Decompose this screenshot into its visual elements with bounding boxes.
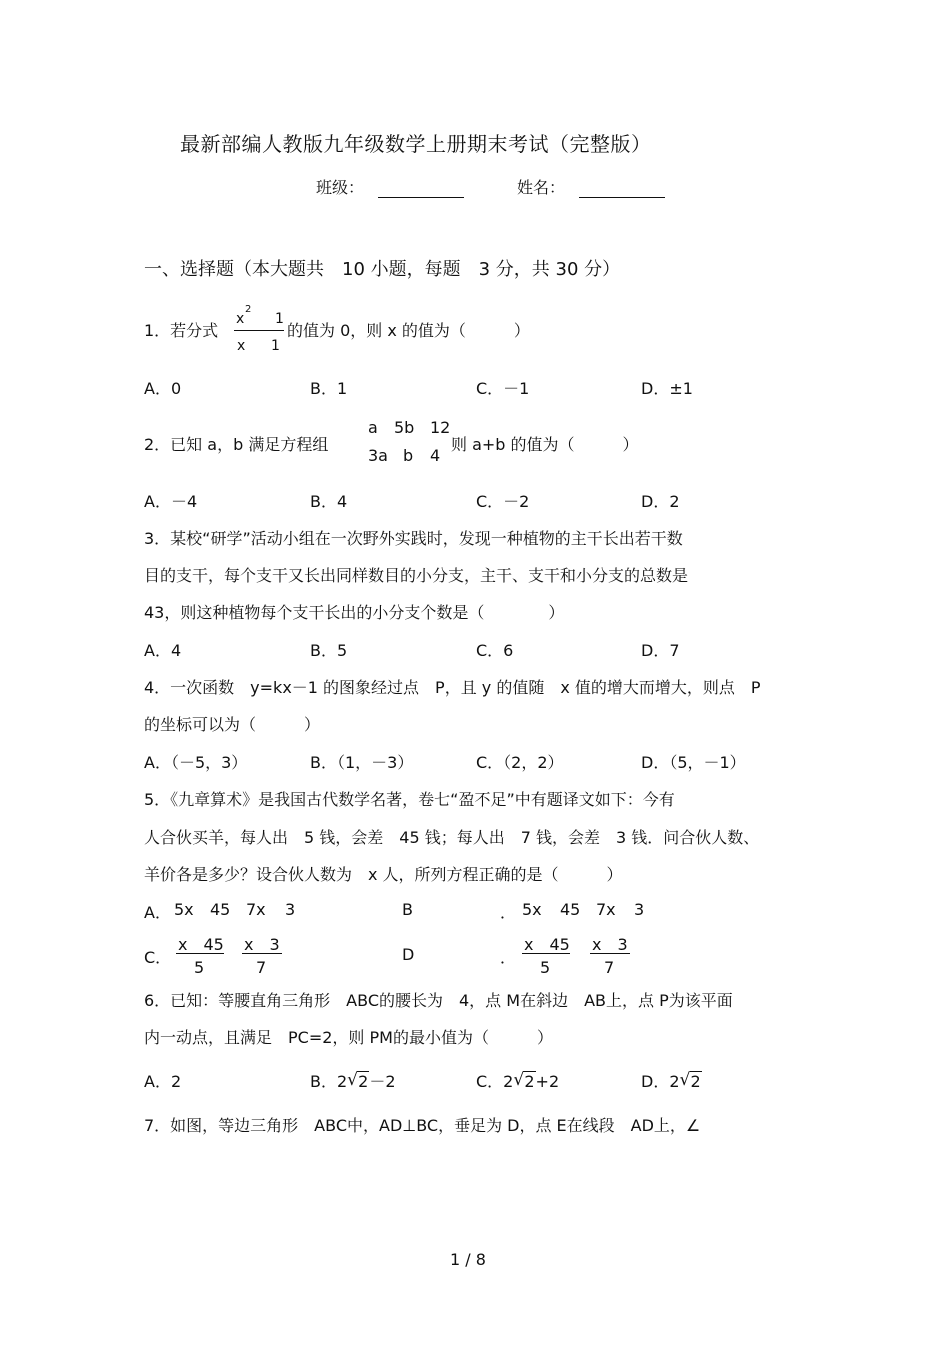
name-field — [517, 175, 665, 198]
radical-icon: √ — [347, 1070, 359, 1090]
q5-option-b-dot: ． — [500, 903, 517, 922]
q6-option-d-label: D．2 — [641, 1072, 680, 1091]
q5-option-b-label: B — [402, 900, 413, 919]
q2-eq2-c: 4 — [430, 446, 441, 465]
q2-prefix: 2．已知 a，b 满足方程组 — [144, 435, 329, 454]
question-7-line: 7．如图，等边三角形 ABC中，AD⊥BC，垂足为 D，点 E在线段 AD上，∠ — [144, 1116, 701, 1135]
q3-line-2: 目的支干，每个支干又长出同样数目的小分支，主干、支干和小分支的总数是 — [144, 566, 689, 585]
q5-option-d-frac2-bar — [590, 953, 630, 954]
q2-option-d: D．2 — [641, 492, 680, 511]
q5-option-a-label: A． — [144, 903, 171, 922]
q5-option-b-term4: 3 — [634, 900, 645, 919]
q3-option-a: A．4 — [144, 641, 182, 660]
q1-den-x: x — [237, 338, 246, 354]
q3-line-3: 43，则这种植物每个支干长出的小分支个数是（ ） — [144, 603, 565, 622]
class-label: 班级： — [316, 178, 365, 197]
q5-option-d-label: D — [402, 945, 415, 964]
radical-icon: √ — [513, 1070, 525, 1090]
q2-eq1-b: 5b — [394, 418, 415, 437]
q6-option-b-radicand: 2 — [358, 1072, 369, 1091]
q5-line-3: 羊价各是多少？设合伙人数为 x 人，所列方程正确的是（ ） — [144, 865, 623, 884]
q1-option-b: B．1 — [310, 379, 348, 398]
q5-line-2: 人合伙买羊，每人出 5 钱，会差 45 钱；每人出 7 钱，会差 3 钱．问合伙人数、 — [144, 828, 760, 847]
q6-line-2: 内一动点，且满足 PC=2，则 PM的最小值为（ ） — [144, 1028, 553, 1047]
q5-option-c-frac1-bar — [176, 953, 224, 954]
q5-option-c-frac2-bar — [242, 953, 282, 954]
q1-suffix: 的值为 0，则 x 的值为（ ） — [287, 321, 530, 340]
name-blank — [579, 179, 665, 198]
q5-line-1: 5．《九章算术》是我国古代数学名著，卷七“盈不足”中有题译文如下：今有 — [144, 790, 675, 809]
page-number: 1 / 8 — [450, 1250, 486, 1269]
q1-option-c: C．－1 — [476, 379, 530, 398]
q6-option-c-tail: +2 — [535, 1072, 560, 1091]
q1-fraction-bar — [234, 330, 284, 331]
q3-option-d: D．7 — [641, 641, 680, 660]
q3-option-b: B．5 — [310, 641, 348, 660]
q1-num-exp: 2 — [245, 304, 252, 315]
q4-option-d: D．（5，－1） — [641, 753, 746, 772]
q5-option-c-frac2-num: x 3 — [244, 935, 280, 954]
q5-option-d-frac2-den: 7 — [604, 958, 615, 977]
q6-option-a: A．2 — [144, 1072, 182, 1091]
q6-line-1: 6．已知：等腰直角三角形 ABC的腰长为 4，点 M在斜边 AB上，点 P为该平面 — [144, 991, 733, 1010]
q6-option-c — [476, 1069, 559, 1092]
q3-option-c: C．6 — [476, 641, 514, 660]
q2-suffix: 则 a+b 的值为（ ） — [451, 435, 639, 454]
q3-line-1: 3．某校“研学”活动小组在一次野外实践时，发现一种植物的主干长出若干数 — [144, 529, 683, 548]
document-title: 最新部编人教版九年级数学上册期末考试（完整版） — [180, 132, 652, 156]
q5-option-a-term1: 5x — [174, 900, 194, 919]
q4-option-c: C．（2，2） — [476, 753, 564, 772]
q5-option-d-frac1-den: 5 — [540, 958, 551, 977]
q6-option-b-tail: －2 — [369, 1072, 396, 1091]
q5-option-b-term1: 5x — [522, 900, 542, 919]
q4-option-a: A．（－5，3） — [144, 753, 248, 772]
q4-line-1: 4．一次函数 y=kx－1 的图象经过点 P，且 y 的值随 x 值的增大而增大，则点 P — [144, 678, 761, 697]
q5-option-a-term4: 3 — [285, 900, 296, 919]
q2-eq2-a: 3a — [368, 446, 388, 465]
q4-option-b: B．（1，－3） — [310, 753, 414, 772]
q6-option-d-radicand: 2 — [690, 1072, 701, 1091]
q5-option-d-frac2-num: x 3 — [592, 935, 628, 954]
q6-option-b — [310, 1069, 396, 1092]
q2-option-c: C．－2 — [476, 492, 530, 511]
q5-option-c-frac1-num: x 45 — [178, 935, 224, 954]
class-blank — [378, 179, 464, 198]
q5-option-c-frac1-den: 5 — [194, 958, 205, 977]
class-field — [316, 175, 464, 198]
q5-option-a-term3: 7x — [246, 900, 266, 919]
q4-line-2: 的坐标可以为（ ） — [144, 715, 321, 734]
q1-option-d: D．±1 — [641, 379, 693, 398]
q1-den-1: 1 — [271, 338, 280, 354]
q2-option-b: B．4 — [310, 492, 348, 511]
q6-option-c-sqrt — [513, 1072, 535, 1091]
q5-option-c-label: C． — [144, 948, 172, 967]
q5-option-b-term2: 45 — [560, 900, 581, 919]
q5-option-a-term2: 45 — [210, 900, 231, 919]
q5-option-d-frac1-num: x 45 — [524, 935, 570, 954]
q6-option-b-label: B．2 — [310, 1072, 348, 1091]
q2-eq1-c: 12 — [430, 418, 451, 437]
q1-num-x: x — [236, 311, 245, 327]
q2-option-a: A．－4 — [144, 492, 198, 511]
q6-option-c-label: C．2 — [476, 1072, 514, 1091]
q1-prefix: 1．若分式 — [144, 321, 219, 340]
q1-option-a: A．0 — [144, 379, 182, 398]
q1-num-1: 1 — [275, 311, 284, 327]
q5-option-d-frac1-bar — [522, 953, 570, 954]
q6-option-b-sqrt — [347, 1072, 369, 1091]
q2-eq1-a: a — [368, 418, 378, 437]
q5-option-c-frac2-den: 7 — [256, 958, 267, 977]
q5-option-b-term3: 7x — [596, 900, 616, 919]
name-label: 姓名： — [517, 178, 566, 197]
q2-eq2-b: b — [403, 446, 414, 465]
radical-icon: √ — [679, 1070, 691, 1090]
q5-option-d-dot: ． — [500, 948, 517, 967]
q6-option-d-sqrt — [680, 1072, 702, 1091]
q6-option-c-radicand: 2 — [524, 1072, 535, 1091]
section-heading: 一、选择题（本大题共 10 小题，每题 3 分，共 30 分） — [144, 259, 621, 280]
q6-option-d — [641, 1069, 702, 1092]
